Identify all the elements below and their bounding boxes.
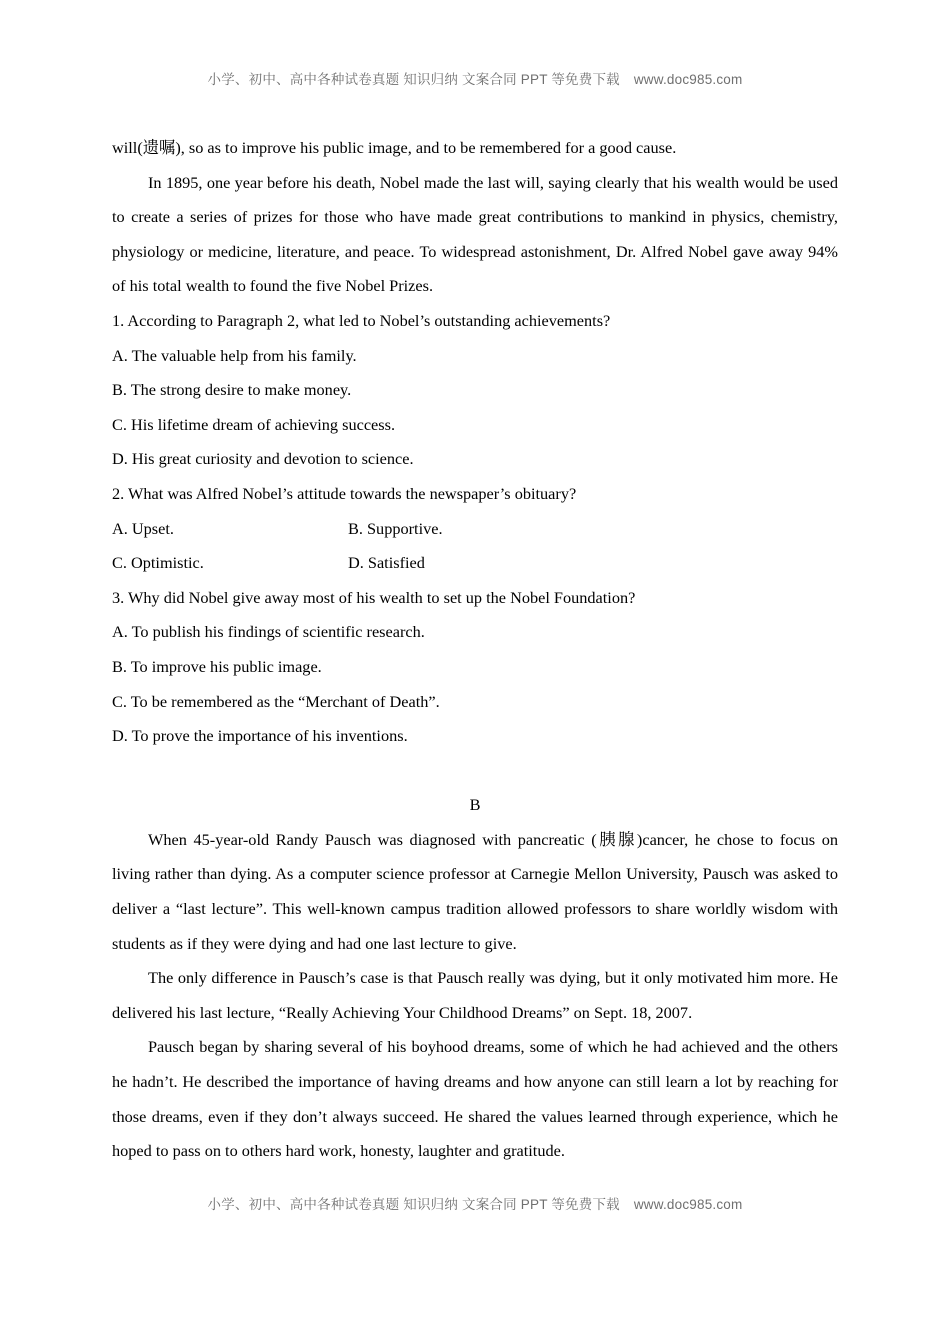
question-2-option-row-2 xyxy=(112,546,838,581)
question-2-option-c[interactable]: C. Optimistic. xyxy=(112,553,204,573)
question-1-stem: 1. According to Paragraph 2, what led to Nobel’s outstanding achievements? xyxy=(112,310,611,330)
question-2-stem: 2. What was Alfred Nobel’s attitude towards the newspaper’s obituary? xyxy=(112,483,577,503)
question-2-option-d[interactable]: D. Satisfied xyxy=(348,553,425,573)
question-1-option-a[interactable]: A. The valuable help from his family. xyxy=(112,345,357,365)
document-body xyxy=(112,131,838,1169)
header-watermark-url: www.doc985.com xyxy=(633,72,743,87)
question-2-option-row-1 xyxy=(112,512,838,547)
section-b-label: B xyxy=(469,795,481,815)
question-2-option-a[interactable]: A. Upset. xyxy=(112,518,174,538)
footer-watermark-url: www.doc985.com xyxy=(633,1197,743,1212)
question-3-option-a[interactable]: A. To publish his findings of scientific research. xyxy=(112,622,425,642)
footer-watermark-cn: 小学、初中、高中各种试卷真题 知识归纳 文案合同 PPT 等免费下载 xyxy=(207,1197,620,1212)
passage-a-paragraph: In 1895, one year before his death, Nobel made the last will, saying clearly that his wealth would be used to create a series of prizes for those who have made great contributions to mankind in physics, chemistry, physiology or medicine, literature, and peace. To widespread astonishment, Dr. Alfred Nobel gave away 94% of his total wealth to found the five Nobel Prizes. xyxy=(112,172,838,296)
question-1-option-b[interactable]: B. The strong desire to make money. xyxy=(112,380,352,400)
passage-a-continued-line: will(遗嘱), so as to improve his public image, and to be remembered for a good cause. xyxy=(112,138,677,157)
footer-watermark xyxy=(0,1193,950,1213)
section-b-paragraph-1: When 45-year-old Randy Pausch was diagnosed with pancreatic (胰腺)cancer, he chose to focus on living rather than dying. As a computer science professor at Carnegie Mellon University, Pausch was asked to deliver a “last lecture”. This well-known campus tradition allowed professors to share worldly wisdom with students as if they were dying and had one last lecture to give. xyxy=(112,829,838,953)
question-2-option-b[interactable]: B. Supportive. xyxy=(348,518,443,538)
header-watermark-cn: 小学、初中、高中各种试卷真题 知识归纳 文案合同 PPT 等免费下载 xyxy=(207,72,620,87)
question-1-option-d[interactable]: D. His great curiosity and devotion to science. xyxy=(112,449,414,469)
question-3-option-c[interactable]: C. To be remembered as the “Merchant of Death”. xyxy=(112,691,440,711)
header-watermark xyxy=(0,68,950,88)
section-b-paragraph-2: The only difference in Pausch’s case is that Pausch really was dying, but it only motivated him more. He delivered his last lecture, “Really Achieving Your Childhood Dreams” on Sept. 18, 2007. xyxy=(112,968,838,1022)
question-3-stem: 3. Why did Nobel give away most of his wealth to set up the Nobel Foundation? xyxy=(112,587,636,607)
question-3-option-d[interactable]: D. To prove the importance of his inventions. xyxy=(112,726,408,746)
section-b-paragraph-3: Pausch began by sharing several of his boyhood dreams, some of which he had achieved and the others he hadn’t. He described the importance of having dreams and how anyone can still learn a lot by reaching for those dreams, even if they don’t always succeed. He shared the values learned through experience, which he hoped to pass on to others hard work, honesty, laughter and gratitude. xyxy=(112,1037,838,1161)
question-1-option-c[interactable]: C. His lifetime dream of achieving success. xyxy=(112,414,396,434)
section-spacer xyxy=(112,754,838,789)
question-3-option-b[interactable]: B. To improve his public image. xyxy=(112,656,322,676)
